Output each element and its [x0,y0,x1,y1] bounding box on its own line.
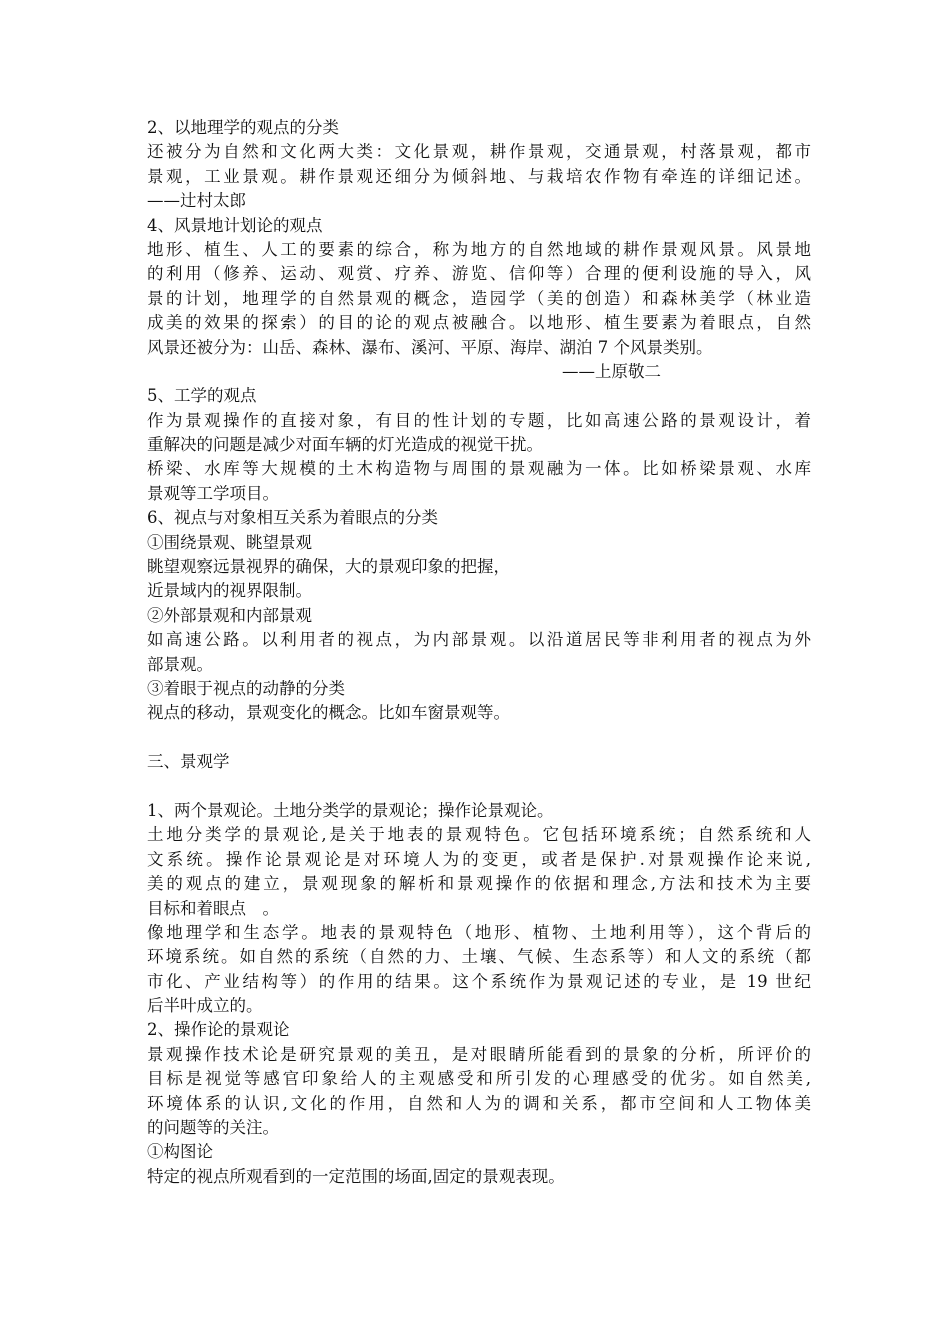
text-line: 土地分类学的景观论,是关于地表的景观特色。它包括环境系统；自然系统和人 [147,825,811,845]
document-page [147,116,811,1189]
text-line: 文系统。操作论景观论是对环境人为的变更，或者是保护.对景观操作论来说, [147,849,811,869]
section-heading: 2、操作论的景观论 [147,1020,290,1040]
text-line: 视点的移动，景观变化的概念。比如车窗景观等。 [147,703,510,723]
blank-line [147,775,811,799]
text-line: 像地理学和生态学。地表的景观特色（地形、植物、土地利用等），这个背后的 [147,922,811,942]
text-line: 景的计划，地理学的自然景观的概念，造园学（美的创造）和森林美学（林业造 [147,288,811,308]
text-line: ①构图论 [147,1142,213,1162]
text-line: 景观操作技术论是研究景观的美丑，是对眼睛所能看到的景象的分析，所评价的 [147,1044,811,1064]
text-line: 市化、产业结构等）的作用的结果。这个系统作为景观记述的专业，是 19 世纪 [147,971,811,991]
text-line: 还被分为自然和文化两大类：文化景观，耕作景观，交通景观，村落景观，都市 [147,142,811,162]
text-line: 重解决的问题是减少对面车辆的灯光造成的视觉干扰。 [147,435,543,455]
text-line: 景观，工业景观。耕作景观还细分为倾斜地、与栽培农作物有牵连的详细记述。 [147,166,811,186]
text-line: ③着眼于视点的动静的分类 [147,678,345,698]
section-heading: 4、风景地计划论的观点 [147,215,323,235]
text-line: ②外部景观和内部景观 [147,605,312,625]
text-line: ——上原敬二 [562,361,661,381]
text-line: 的利用（修养、运动、观赏、疗养、游览、信仰等）合理的便利设施的导入，风 [147,264,811,284]
text-line: 如高速公路。以利用者的视点，为内部景观。以沿道居民等非利用者的视点为外 [147,630,811,650]
section-heading: 三、景观学 [147,752,230,772]
text-line: 部景观。 [147,654,213,674]
section-heading: 1、两个景观论。土地分类学的景观论；操作论景观论。 [147,800,554,820]
blank-line [147,726,811,750]
section-heading: 2、以地理学的观点的分类 [147,118,339,137]
text-line: 特定的视点所观看到的一定范围的场面,固定的景观表现。 [147,1166,565,1186]
text-line: 近景域内的视界限制。 [147,581,312,601]
text-line: 景观等工学项目。 [147,483,279,503]
text-line: 目标是视觉等感官印象给人的主观感受和所引发的心理感受的优劣。如自然美, [147,1069,811,1089]
text-line: 眺望观察远景视界的确保，大的景观印象的把握， [147,557,510,577]
text-line: 环境体系的认识,文化的作用，自然和人为的调和关系，都市空间和人工物体美 [147,1093,811,1113]
section-heading: 6、视点与对象相互关系为着眼点的分类 [147,508,438,528]
text-line: 目标和着眼点 。 [147,898,279,918]
text-line: 成美的效果的探索）的目的论的观点被融合。以地形、植生要素为着眼点，自然 [147,313,811,333]
text-line: 的问题等的关注。 [147,1118,279,1138]
text-line: 美的观点的建立，景观现象的解析和景观操作的依据和理念,方法和技术为主要 [147,874,811,894]
text-line: ——辻村太郎 [147,191,246,211]
text-line: 后半叶成立的。 [147,996,263,1016]
text-line: ①围绕景观、眺望景观 [147,532,312,552]
text-line: 环境系统。如自然的系统（自然的力、土壤、气候、生态系等）和人文的系统（都 [147,947,811,967]
section-heading: 5、工学的观点 [147,386,257,406]
text-line: 作为景观操作的直接对象，有目的性计划的专题，比如高速公路的景观设计，着 [147,410,811,430]
text-line: 桥梁、水库等大规模的土木构造物与周围的景观融为一体。比如桥梁景观、水库 [147,459,811,479]
text-line: 地形、植生、人工的要素的综合，称为地方的自然地域的耕作景观风景。风景地 [147,239,811,259]
text-line: 风景还被分为：山岳、森林、瀑布、溪河、平原、海岸、湖泊 7 个风景类别。 [147,337,713,357]
